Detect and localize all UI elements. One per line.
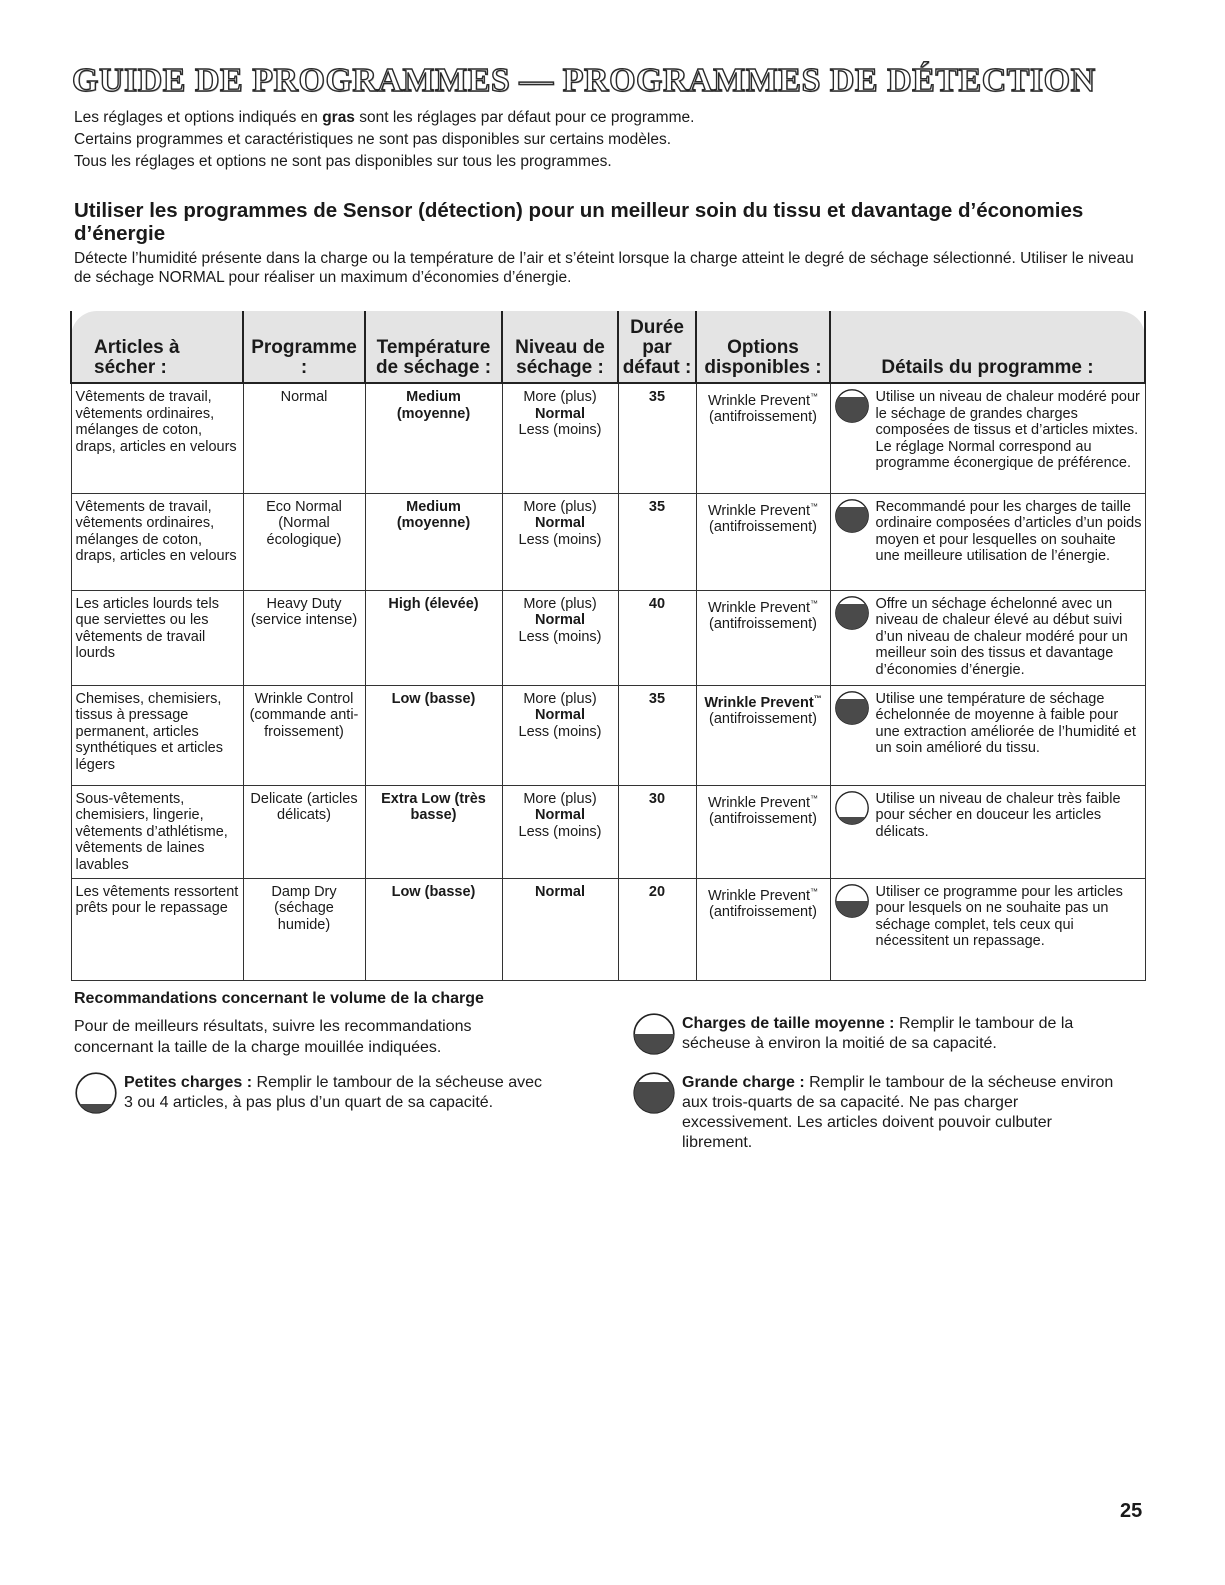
intro-line-1: Les réglages et options indiqués en gras sont les réglages par défaut pour ce programme.: [74, 109, 695, 126]
large-load-icon: [632, 1071, 676, 1115]
cell-options: [696, 383, 830, 493]
program-table: [70, 311, 1146, 981]
option-subtitle: (antifroissement): [709, 903, 817, 920]
table-row: [71, 383, 1145, 493]
cell-articles: Les vêtements ressortent prêts pour le repassage: [71, 878, 243, 980]
cell-options: [696, 878, 830, 980]
cell-articles: Les articles lourds tels que serviettes ou les vêtements de travail lourds: [71, 590, 243, 685]
cell-temperature: Low (basse): [365, 685, 502, 785]
niveau-more: More (plus): [523, 595, 597, 612]
niveau-more: More (plus): [523, 498, 597, 515]
table-row: [71, 493, 1145, 590]
page-title: GUIDE DE PROGRAMMES — PROGRAMMES DE DÉTECTION: [72, 62, 1096, 99]
cell-temperature: Low (basse): [365, 878, 502, 980]
load-size-icon: [834, 790, 870, 826]
cell-niveau: [502, 590, 618, 685]
niveau-more: More (plus): [523, 690, 597, 707]
header-articles: Articles à sécher :: [71, 311, 243, 383]
cell-niveau: [502, 493, 618, 590]
cell-articles: Vêtements de travail, vêtements ordinaires, mélanges de coton, draps, articles en velours: [71, 383, 243, 493]
small-load-text: Petites charges : Remplir le tambour de la sécheuse avec 3 ou 4 articles, à pas plus d’un quart de sa capacité.: [124, 1074, 542, 1111]
niveau-more: More (plus): [523, 790, 597, 807]
cell-articles: Chemises, chemisiers, tissus à pressage permanent, articles synthétiques et articles légers: [71, 685, 243, 785]
header-niveau: Niveau de séchage :: [502, 311, 618, 383]
cell-programme: Normal: [243, 383, 365, 493]
header-details: Détails du programme :: [830, 311, 1145, 383]
cell-programme: Heavy Duty (service intense): [243, 590, 365, 685]
page-number: 25: [1120, 1500, 1143, 1522]
option-name: Wrinkle Prevent™: [707, 886, 819, 904]
niveau-normal: Normal: [535, 707, 585, 723]
cell-temperature: High (élevée): [365, 590, 502, 685]
small-load-note: [74, 1073, 544, 1115]
load-size-icon: [834, 883, 870, 919]
table-row: [71, 685, 1145, 785]
niveau-normal: Normal: [535, 405, 585, 422]
cell-duree: 35: [618, 383, 696, 493]
cell-programme: Damp Dry (séchage humide): [243, 878, 365, 980]
option-subtitle: (antifroissement): [709, 615, 817, 632]
section-heading: Utiliser les programmes de Sensor (détection) pour un meilleur soin du tissu et davantage d’économies d’énergie: [74, 199, 1084, 245]
niveau-less: Less (moins): [518, 823, 602, 840]
cell-details: [830, 685, 1145, 785]
cell-duree: 35: [618, 685, 696, 785]
details-text: Recommandé pour les charges de taille ordinaire composées d’articles d’un poids moyen et pour lesquelles on souhaite une meilleure utilisation de l’énergie.: [875, 498, 1142, 564]
niveau-more: More (plus): [523, 389, 597, 405]
cell-temperature: Medium (moyenne): [365, 493, 502, 590]
medium-load-note: [632, 1014, 1112, 1056]
intro-line-3: Tous les réglages et options ne sont pas disponibles sur tous les programmes.: [74, 153, 612, 170]
cell-duree: 40: [618, 590, 696, 685]
cell-niveau: [502, 383, 618, 493]
intro-line-2: Certains programmes et caractéristiques ne sont pas disponibles sur certains modèles.: [74, 131, 672, 148]
details-text: Utiliser ce programme pour les articles pour lesquels on ne souhaite pas un séchage complet, tels ceux qui nécessitent un repassage.: [875, 883, 1123, 949]
option-subtitle: (antifroissement): [709, 710, 817, 727]
header-duree: Durée par défaut :: [618, 311, 696, 383]
niveau-less: Less (moins): [518, 723, 602, 740]
cell-details: [830, 590, 1145, 685]
option-name: Wrinkle Prevent™: [707, 501, 819, 519]
load-size-icon: [834, 690, 870, 726]
details-text: Offre un séchage échelonné avec un niveau de chaleur élevé au début suivi d’un niveau de chaleur modéré pour un meilleur soin des tissus et davantage d’économies d’énergie.: [875, 595, 1128, 678]
option-subtitle: (antifroissement): [709, 518, 817, 535]
cell-duree: 30: [618, 785, 696, 878]
table-row: [71, 590, 1145, 685]
cell-niveau: [502, 785, 618, 878]
load-size-icon: [834, 498, 870, 534]
cell-details: [830, 878, 1145, 980]
cell-temperature: Medium (moyenne): [365, 383, 502, 493]
medium-load-icon: [632, 1012, 676, 1056]
option-name: Wrinkle Prevent™: [704, 693, 822, 711]
option-name: Wrinkle Prevent™: [707, 392, 819, 409]
option-subtitle: (antifroissement): [709, 409, 817, 426]
cell-duree: 20: [618, 878, 696, 980]
cell-details: [830, 785, 1145, 878]
cell-articles: Sous-vêtements, chemisiers, lingerie, vêtements d’athlétisme, vêtements de laines lavables: [71, 785, 243, 878]
cell-niveau: [502, 878, 618, 980]
large-load-note: [632, 1073, 1122, 1153]
niveau-normal: Normal: [535, 807, 585, 823]
niveau-normal: Normal: [535, 883, 585, 900]
small-load-icon: [74, 1071, 118, 1115]
cell-duree: 35: [618, 493, 696, 590]
recommendations-heading: Recommandations concernant le volume de la charge: [74, 990, 484, 1007]
details-text: Utilise une température de séchage échelonnée de moyenne à faible pour une extraction améliorée de l’humidité et un soin amélioré du tissu.: [875, 690, 1136, 756]
option-subtitle: (antifroissement): [709, 810, 817, 827]
section-description: Détecte l’humidité présente dans la charge ou la température de l’air et s’éteint lorsque la charge atteint le degré de séchage sélectionné. Utiliser le niveau de séchage NORMAL pour réaliser un maximum d’économies d’énergie.: [74, 250, 1134, 286]
load-size-icon: [834, 388, 870, 424]
niveau-normal: Normal: [535, 515, 585, 531]
load-size-icon: [834, 595, 870, 631]
niveau-less: Less (moins): [518, 628, 602, 645]
details-text: Utilise un niveau de chaleur très faible pour sécher en douceur les articles délicats.: [875, 790, 1121, 840]
medium-load-text: Charges de taille moyenne : Remplir le tambour de la sécheuse à environ la moitié de sa capacité.: [682, 1015, 1074, 1052]
header-programme: Programme :: [243, 311, 365, 383]
table-body: [71, 383, 1145, 980]
niveau-normal: Normal: [535, 612, 585, 628]
cell-options: [696, 590, 830, 685]
large-load-text: Grande charge : Remplir le tambour de la sécheuse environ aux trois-quarts de sa capacité. Ne pas charger excessivement. Les articles doivent pouvoir culbuter librement.: [682, 1074, 1114, 1151]
header-temperature: Température de séchage :: [365, 311, 502, 383]
cell-programme: Delicate (articles délicats): [243, 785, 365, 878]
cell-options: [696, 685, 830, 785]
recommendations-intro: Pour de meilleurs résultats, suivre les recommandations concernant la taille de la charge mouillée indiquées.: [74, 1018, 472, 1056]
option-name: Wrinkle Prevent™: [707, 793, 819, 811]
cell-details: [830, 383, 1145, 493]
option-name: Wrinkle Prevent™: [707, 598, 819, 616]
table-row: [71, 878, 1145, 980]
cell-options: [696, 493, 830, 590]
niveau-less: Less (moins): [518, 531, 602, 548]
cell-programme: Eco Normal (Normal écologique): [243, 493, 365, 590]
cell-options: [696, 785, 830, 878]
cell-articles: Vêtements de travail, vêtements ordinaires, mélanges de coton, draps, articles en velours: [71, 493, 243, 590]
cell-niveau: [502, 685, 618, 785]
cell-details: [830, 493, 1145, 590]
table-header-row: [71, 311, 1145, 383]
details-text: Utilise un niveau de chaleur modéré pour le séchage de grandes charges composées de tissus et d’articles mixtes. Le réglage Normal correspond au programme éconergique de préférence.: [875, 389, 1140, 471]
cell-temperature: Extra Low (très basse): [365, 785, 502, 878]
table-row: [71, 785, 1145, 878]
niveau-less: Less (moins): [518, 422, 602, 438]
header-options: Options disponibles :: [696, 311, 830, 383]
cell-programme: Wrinkle Control (commande anti-froissement): [243, 685, 365, 785]
intro-notes: [74, 107, 1154, 173]
